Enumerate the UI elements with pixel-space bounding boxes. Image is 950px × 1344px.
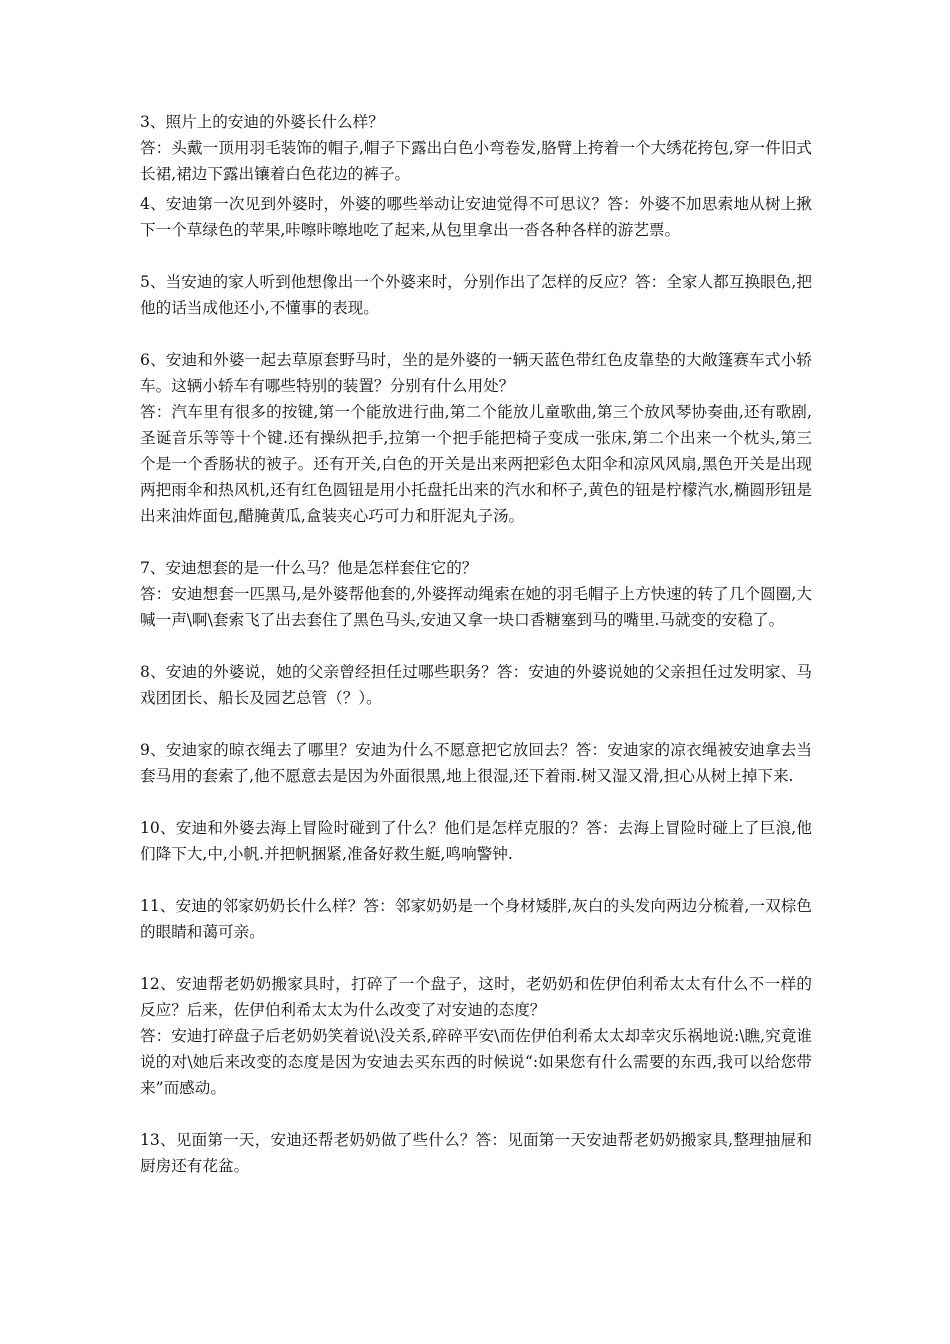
qa-item-12 (140, 971, 812, 1101)
question-3: 3、照片上的安迪的外婆长什么样？ (140, 113, 384, 131)
qa-item-4 (140, 191, 812, 243)
question-9: 9、安迪家的晾衣绳去了哪里？安迪为什么不愿意把它放回去？答：安迪家的凉衣绳被安迪拿去当套马用的套索了,他不愿意去是因为外面很黑,地上很湿,还下着雨.树又湿又滑,担心从树上掉下来. (140, 741, 812, 785)
qa-item-13 (140, 1127, 812, 1179)
question-8: 8、安迪的外婆说，她的父亲曾经担任过哪些职务？答：安迪的外婆说她的父亲担任过发明家、马戏团团长、船长及园艺总管（？）。 (140, 663, 812, 707)
qa-item-3 (140, 109, 812, 187)
qa-item-6 (140, 347, 812, 529)
question-5: 5、当安迪的家人听到他想像出一个外婆来时，分别作出了怎样的反应？答：全家人都互换眼色,把他的话当成他还小,不懂事的表现。 (140, 273, 812, 317)
qa-item-11 (140, 893, 812, 945)
qa-item-5 (140, 269, 812, 321)
qa-item-7 (140, 555, 812, 633)
qa-item-9 (140, 737, 812, 789)
question-11: 11、安迪的邻家奶奶长什么样？答：邻家奶奶是一个身材矮胖,灰白的头发向两边分梳着,一双棕色的眼睛和蔼可亲。 (140, 897, 812, 941)
qa-item-10 (140, 815, 812, 867)
answer-6: 答：汽车里有很多的按键,第一个能放进行曲,第二个能放儿童歌曲,第三个放风琴协奏曲,还有歌剧,圣诞音乐等等十个键.还有操纵把手,拉第一个把手能把椅子变成一张床,第二个出来一个枕头,第三个是一个香肠状的被子。还有开关,白色的开关是出来两把彩色太阳伞和凉风风扇,黑色开关是出现两把雨伞和热风机,还有红色圆钮是用小托盘托出来的汽水和杯子,黄色的钮是柠檬汽水,椭圆形钮是出来油炸面包,醋腌黄瓜,盒装夹心巧可力和肝泥丸子汤。 (140, 403, 812, 525)
document-body (140, 109, 812, 1205)
answer-3: 答：头戴一顶用羽毛装饰的帽子,帽子下露出白色小弯卷发,胳臂上挎着一个大绣花挎包,穿一件旧式长裙,裙边下露出镶着白色花边的裤子。 (140, 139, 812, 183)
answer-12: 答：安迪打碎盘子后老奶奶笑着说\没关系,碎碎平安\而佐伊伯利希太太却幸灾乐祸地说:\瞧,究竟谁说的对\她后来改变的态度是因为安迪去买东西的时候说“:如果您有什么需要的东西,我可以给您带来”而感动。 (140, 1027, 812, 1097)
question-6: 6、安迪和外婆一起去草原套野马时，坐的是外婆的一辆天蓝色带红色皮靠垫的大敞篷赛车式小轿车。这辆小轿车有哪些特别的装置？分别有什么用处？ (140, 351, 812, 395)
answer-7: 答：安迪想套一匹黑马,是外婆帮他套的,外婆挥动绳索在她的羽毛帽子上方快速的转了几个圆圈,大喊一声\啊\套索飞了出去套住了黑色马头,安迪又拿一块口香糖塞到马的嘴里.马就变的安稳了。 (140, 585, 812, 629)
question-10: 10、安迪和外婆去海上冒险时碰到了什么？他们是怎样克服的？答：去海上冒险时碰上了巨浪,他们降下大,中,小帆.并把帆捆紧,准备好救生艇,鸣响警钟. (140, 819, 812, 863)
question-7: 7、安迪想套的是一什么马？他是怎样套住它的？ (140, 559, 478, 577)
qa-item-8 (140, 659, 812, 711)
question-13: 13、见面第一天，安迪还帮老奶奶做了些什么？答：见面第一天安迪帮老奶奶搬家具,整理抽屉和厨房还有花盆。 (140, 1131, 812, 1175)
question-4: 4、安迪第一次见到外婆时，外婆的哪些举动让安迪觉得不可思议？答：外婆不加思索地从树上揪下一个草绿色的苹果,咔嚓咔嚓地吃了起来,从包里拿出一沓各种各样的游艺票。 (140, 195, 812, 239)
question-12: 12、安迪帮老奶奶搬家具时，打碎了一个盘子，这时，老奶奶和佐伊伯利希太太有什么不一样的反应？后来，佐伊伯利希太太为什么改变了对安迪的态度？ (140, 975, 812, 1019)
